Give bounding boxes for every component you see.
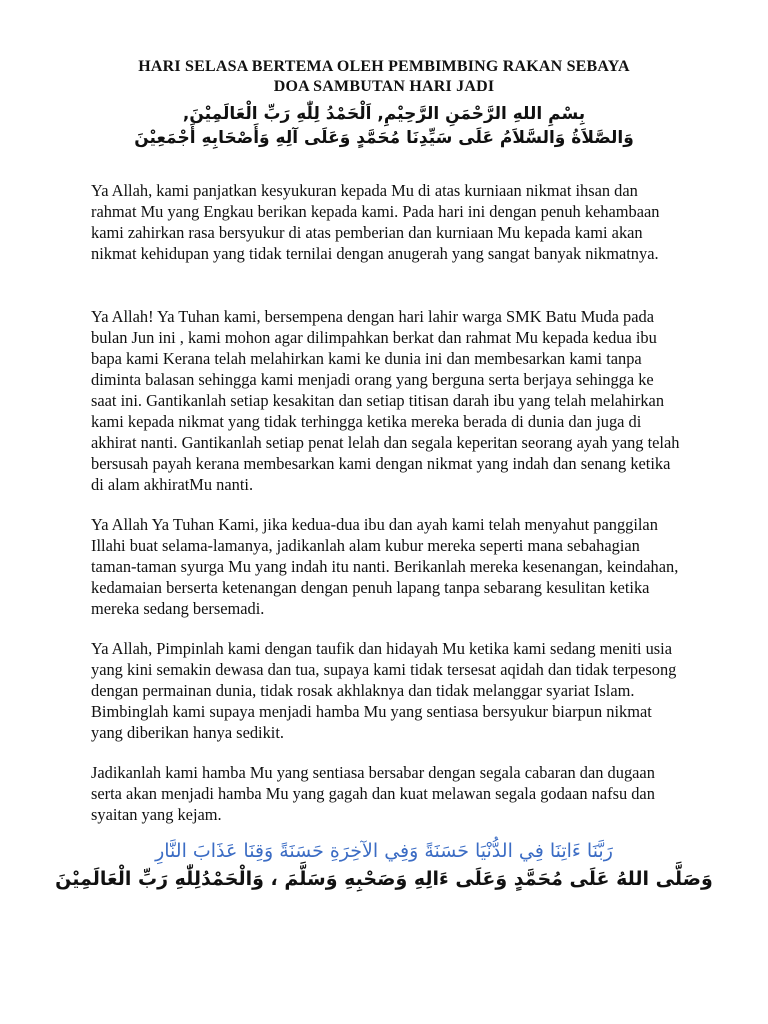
closing-arabic-line-2: وَصَلَّى اللهُ عَلَى مُحَمَّدٍ وَعَلَى ءَالِهِ وَصَحْبِهِ وَسَلَّمَ ، وَالْحَمْدُلِلّٰهِ رَبِّ الْعَالَمِيْنَ (55, 868, 713, 890)
paragraph-2: Ya Allah! Ya Tuhan kami, bersempena dengan hari lahir warga SMK Batu Muda pada bulan Jun ini , kami mohon agar dilimpahkan berkat dan rahmat Mu kepada kedua ibu bapa kami Kerana telah melahirkan kami ke dunia ini dan membesarkan kami tanpa diminta balasan sehingga kami menjadi orang yang berguna serta berjaya sehingga ke saat ini. Gantikanlah setiap kesakitan dan setiap titisan darah ibu yang telah melahirkan kami kepada nikmat yang tidak terhingga ketika mereka berada di dunia dan juga di akhirat nanti. Gantikanlah setiap penat lelah dan segala keperitan seorang ayah yang telah bersusah payah kerana membesarkan kami dengan nikmat yang indah dan senang ketika di alam akhiratMu nanti. (91, 307, 680, 494)
paragraph-3: Ya Allah Ya Tuhan Kami, jika kedua-dua ibu dan ayah kami telah menyahut panggilan Illahi buat selama-lamanya, jadikanlah alam kubur mereka seperti mana sebahagian taman-taman syurga Mu yang indah itu nanti. Berikanlah mereka kesenangan, keindahan, kedamaian berserta ketenangan dengan penuh lapang tanpa sebarang kesulitan ketika mereka sedang bersemadi. (91, 515, 679, 618)
opening-arabic-line-1: بِسْمِ اللهِ الرَّحْمَنِ الرَّحِيْمِ, اَلْحَمْدُ لِلّٰهِ رَبِّ الْعَالَمِيْنَ, (182, 104, 586, 124)
document-title: HARI SELASA BERTEMA OLEH PEMBIMBING RAKAN SEBAYA (138, 58, 630, 75)
paragraph-5: Jadikanlah kami hamba Mu yang sentiasa bersabar dengan segala cabaran dan dugaan serta akan menjadi hamba Mu yang gagah dan kuat melawan segala godaan nafsu dan syaitan yang kejam. (91, 763, 655, 824)
closing-arabic-line-1: رَبَّنَا ءَاتِنَا فِي الدُّنْيَا حَسَنَةً وَفِي الآخِرَةِ حَسَنَةً وَقِنَا عَذَابَ النَّارِ (155, 840, 613, 862)
document-subtitle: DOA SAMBUTAN HARI JADI (273, 78, 495, 95)
paragraph-1: Ya Allah, kami panjatkan kesyukuran kepada Mu di atas kurniaan nikmat ihsan dan rahmat Mu yang Engkau berikan kepada kami. Pada hari ini dengan penuh kehambaan kami zahirkan rasa bersyukur di atas pemberian dan kurniaan Mu kepada kami akan nikmat kehidupan yang tidak ternilai dengan anugerah yang sangat banyak nikmatnya. (91, 181, 660, 263)
opening-arabic-line-2: وَالصَّلاَةُ وَالسَّلاَمُ عَلَى سَيِّدِنَا مُحَمَّدٍ وَعَلَى آلِهِ وَأَصْحَابِهِ أَجْمَعِيْنَ (134, 128, 634, 148)
paragraph-4: Ya Allah, Pimpinlah kami dengan taufik dan hidayah Mu ketika kami sedang meniti usia yang kini semakin dewasa dan tua, supaya kami tidak tersesat aqidah dan tidak terpesong dengan permainan dunia, tidak rosak akhlaknya dan tidak melanggar syariat Islam. Bimbinglah kami supaya menjadi hamba Mu yang sentiasa bersyukur biarpun nikmat yang diberikan hanya sedikit. (91, 639, 677, 742)
